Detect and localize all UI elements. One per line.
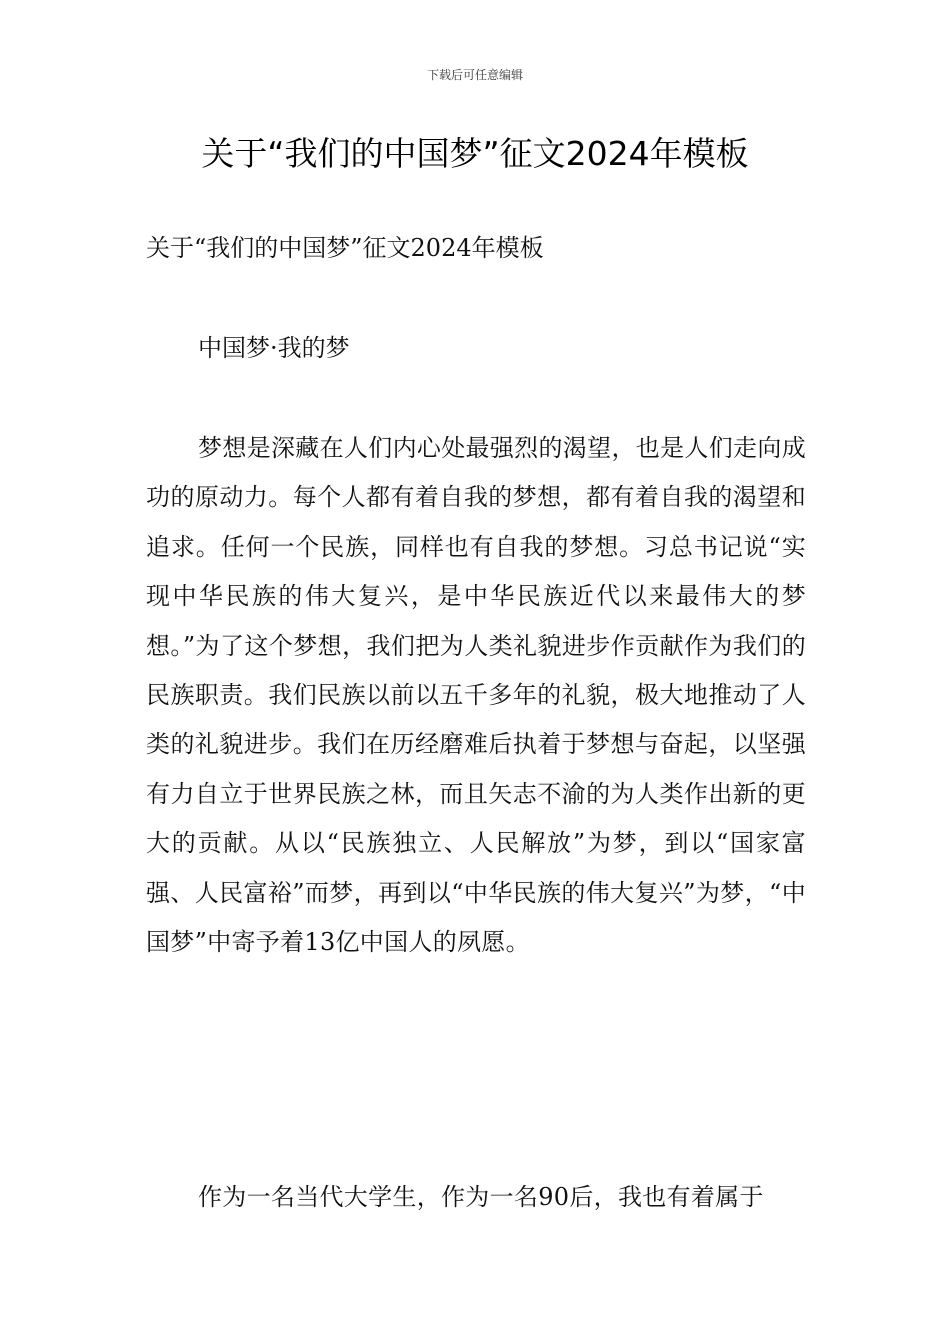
document-subtitle: 关于“我们的中国梦”征文2024年模板 [146,234,544,262]
body-paragraph-2: 作为一名当代大学生，作为一名90后，我也有着属于 [198,1183,764,1211]
header-note: 下载后可任意编辑 [426,68,523,82]
section-heading: 中国梦·我的梦 [198,334,350,362]
document-title: 关于“我们的中国梦”征文2024年模板 [201,134,749,173]
body-paragraph-1: 梦想是深藏在人们内心处最强烈的渴望，也是人们走向成功的原动力。每个人都有着自我的梦想，都有着自我的渴望和追求。任何一个民族，同样也有自我的梦想。习总书记说“实现中华民族的伟大复兴，是中华民族近代以来最伟大的梦想。”为了这个梦想，我们把为人类礼貌进步作贡献作为我们的民族职责。我们民族以前以五千多年的礼貌，极大地推动了人类的礼貌进步。我们在历经磨难后执着于梦想与奋起，以坚强有力自立于世界民族之林，而且矢志不渝的为人类作出新的更大的贡献。从以“民族独立、人民解放”为梦，到以“国家富强、人民富裕”而梦，再到以“中华民族的伟大复兴”为梦，“中国梦”中寄予着13亿中国人的夙愿。 [146,434,806,957]
